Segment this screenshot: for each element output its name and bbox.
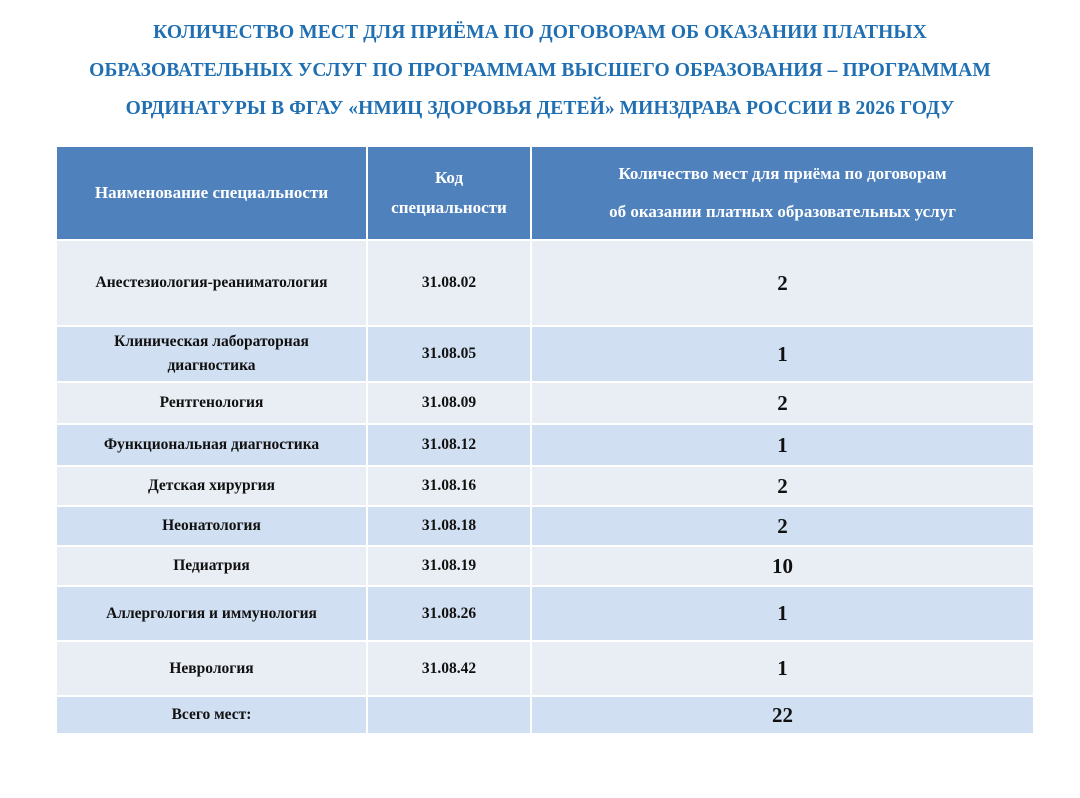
header-qty-line-2: об оказании платных образовательных услуг (609, 202, 956, 221)
table-row (56, 466, 1034, 506)
specialty-name: Анестезиология-реаниматология (56, 240, 367, 326)
total-places-count: 22 (531, 696, 1034, 734)
specialty-code: 31.08.09 (367, 382, 531, 424)
table-row (56, 240, 1034, 326)
header-places-count (531, 146, 1034, 240)
total-row (56, 696, 1034, 734)
title-line-2: ОБРАЗОВАТЕЛЬНЫХ УСЛУГ ПО ПРОГРАММАМ ВЫСШЕГО ОБРАЗОВАНИЯ – ПРОГРАММАМ (89, 60, 991, 81)
specialty-name: Детская хирургия (56, 466, 367, 506)
places-count: 1 (531, 641, 1034, 696)
specialty-name: Неонатология (56, 506, 367, 546)
specialty-name: Рентгенология (56, 382, 367, 424)
header-specialty-name: Наименование специальности (56, 146, 367, 240)
places-count: 2 (531, 466, 1034, 506)
specialty-name: Клиническая лабораторная диагностика (56, 326, 367, 382)
specialty-name: Функциональная диагностика (56, 424, 367, 466)
specialty-code: 31.08.26 (367, 586, 531, 641)
table-row (56, 424, 1034, 466)
table-row (56, 326, 1034, 382)
specialty-name: Неврология (56, 641, 367, 696)
places-count: 1 (531, 586, 1034, 641)
header-specialty-code (367, 146, 531, 240)
page-title (40, 14, 1040, 128)
table-row (56, 586, 1034, 641)
places-count: 2 (531, 506, 1034, 546)
places-count: 10 (531, 546, 1034, 586)
title-line-3: ОРДИНАТУРЫ В ФГАУ «НМИЦ ЗДОРОВЬЯ ДЕТЕЙ» МИНЗДРАВА РОССИИ В 2026 ГОДУ (125, 98, 955, 119)
places-count: 1 (531, 326, 1034, 382)
places-count: 2 (531, 240, 1034, 326)
specialty-code: 31.08.42 (367, 641, 531, 696)
table-row (56, 506, 1034, 546)
specialty-code: 31.08.05 (367, 326, 531, 382)
title-line-1: КОЛИЧЕСТВО МЕСТ ДЛЯ ПРИЁМА ПО ДОГОВОРАМ ОБ ОКАЗАНИИ ПЛАТНЫХ (153, 22, 927, 43)
specialty-code: 31.08.02 (367, 240, 531, 326)
table-row (56, 546, 1034, 586)
specialty-name: Педиатрия (56, 546, 367, 586)
specialty-code: 31.08.19 (367, 546, 531, 586)
header-code-line-2: специальности (391, 198, 507, 217)
specialty-code: 31.08.12 (367, 424, 531, 466)
table-row (56, 382, 1034, 424)
total-label: Всего мест: (56, 696, 367, 734)
header-qty-line-1: Количество мест для приёма по договорам (618, 164, 947, 183)
specialty-name: Аллергология и иммунология (56, 586, 367, 641)
header-code-line-1: Код (434, 168, 464, 187)
specialty-code: 31.08.18 (367, 506, 531, 546)
places-table (55, 145, 1035, 735)
places-count: 1 (531, 424, 1034, 466)
total-code (367, 696, 531, 734)
table-row (56, 641, 1034, 696)
table-header-row (56, 146, 1034, 240)
places-count: 2 (531, 382, 1034, 424)
specialty-code: 31.08.16 (367, 466, 531, 506)
